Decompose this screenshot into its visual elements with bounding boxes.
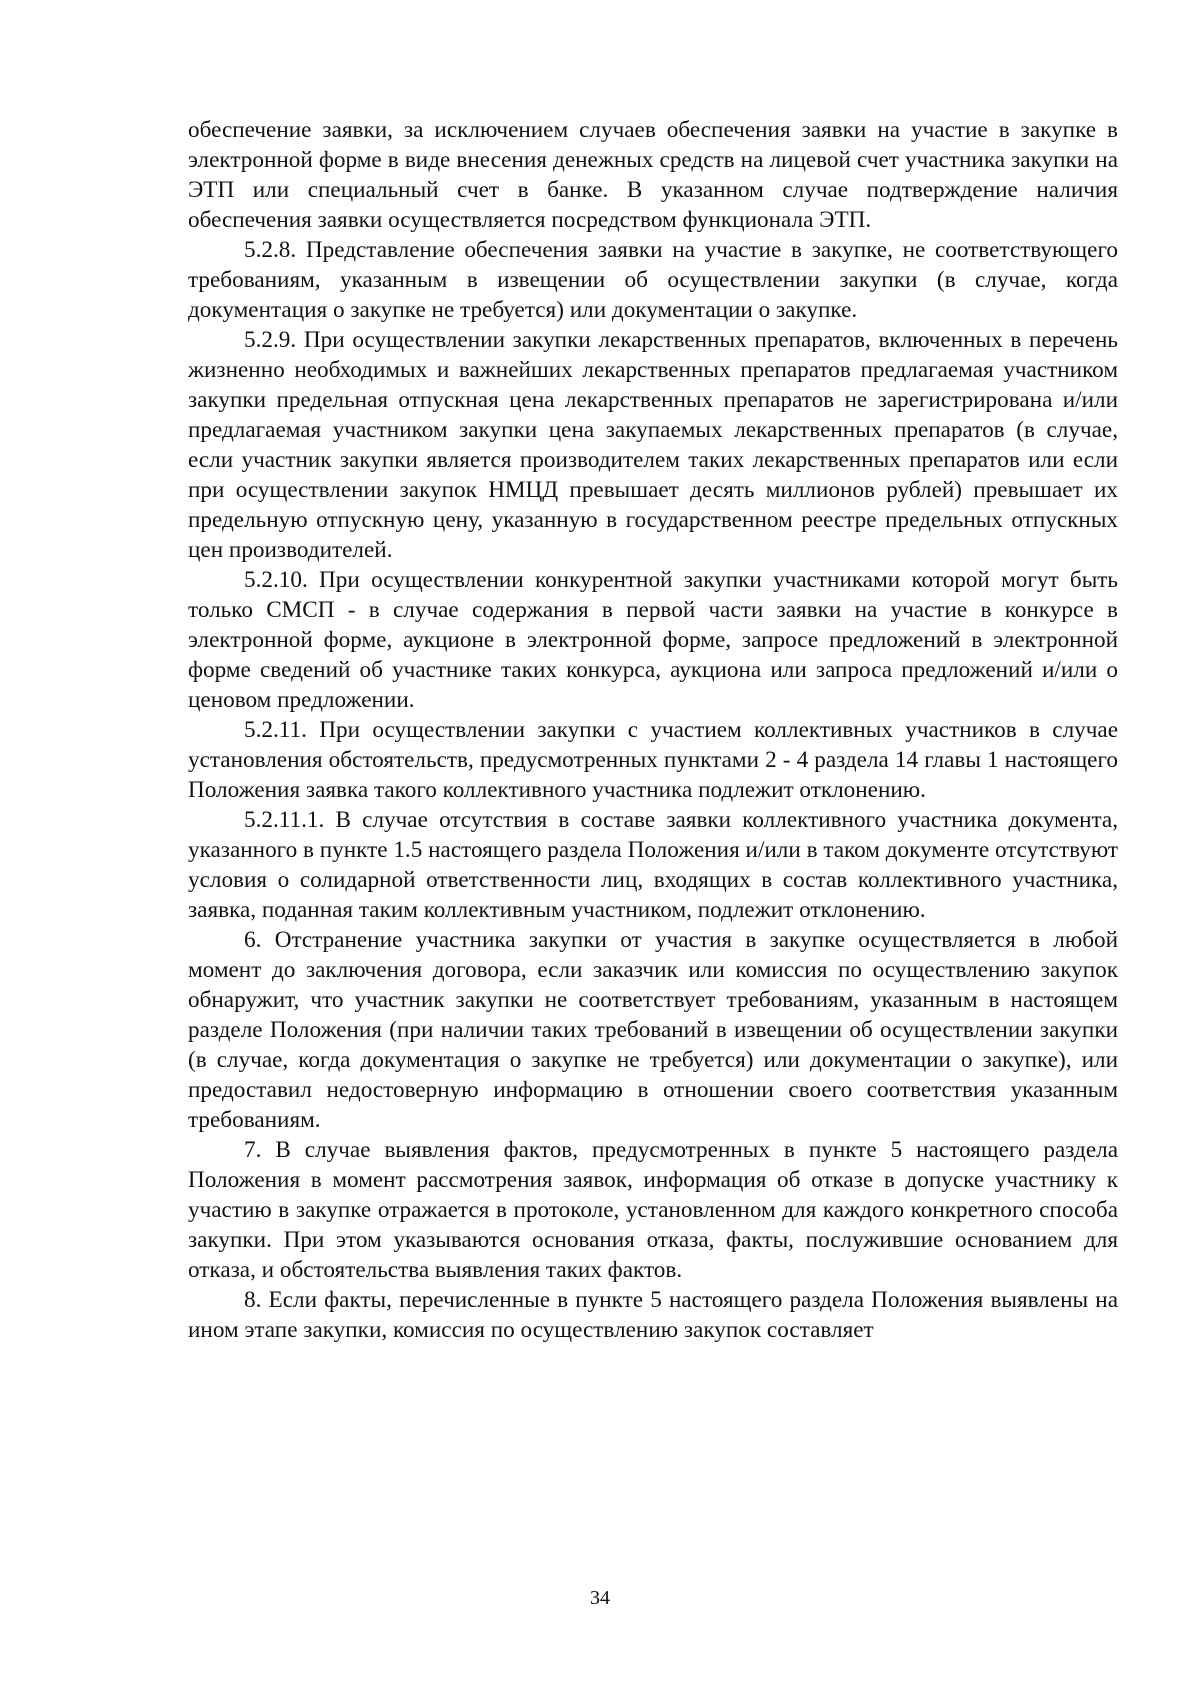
paragraph-7: 7. В случае выявления фактов, предусмотренных в пункте 5 настоящего раздела Положения в момент рассмотрения заявок, информация об отказе в допуске участнику к участию в закупке отражается в протоколе, установленном для каждого конкретного способа закупки. При этом указываются основания отказа, факты, послужившие основанием для отказа, и обстоятельства выявления таких фактов. <box>188 1137 1118 1283</box>
paragraph-5-2-11-1: 5.2.11.1. В случае отсутствия в составе заявки коллективного участника документа, указанного в пункте 1.5 настоящего раздела Положения и/или в таком документе отсутствуют условия о солидарной ответственности лиц, входящих в состав коллективного участника, заявка, поданная таким коллективным участником, подлежит отклонению. <box>188 807 1118 923</box>
paragraph-6: 6. Отстранение участника закупки от участия в закупке осуществляется в любой момент до заключения договора, если заказчик или комиссия по осуществлению закупок обнаружит, что участник закупки не соответствует требованиям, указанным в настоящем разделе Положения (при наличии таких требований в извещении об осуществлении закупки (в случае, когда документация о закупке не требуется) или документации о закупке), или предоставил недостоверную информацию в отношении своего соответствия указанным требованиям. <box>188 927 1118 1133</box>
paragraph-5-2-8: 5.2.8. Представление обеспечения заявки на участие в закупке, не соответствующего требованиям, указанным в извещении об осуществлении закупки (в случае, когда документация о закупке не требуется) или документации о закупке. <box>188 237 1118 323</box>
page-number: 34 <box>590 1587 610 1609</box>
paragraph-5-2-11: 5.2.11. При осуществлении закупки с участием коллективных участников в случае установления обстоятельств, предусмотренных пунктами 2 - 4 раздела 14 главы 1 настоящего Положения заявка такого коллективного участника подлежит отклонению. <box>188 717 1118 803</box>
paragraph-8: 8. Если факты, перечисленные в пункте 5 настоящего раздела Положения выявлены на ином этапе закупки, комиссия по осуществлению закупок составляет <box>188 1287 1118 1343</box>
paragraph-continuation: обеспечение заявки, за исключением случаев обеспечения заявки на участие в закупке в электронной форме в виде внесения денежных средств на лицевой счет участника закупки на ЭТП или специальный счет в банке. В указанном случае подтверждение наличия обеспечения заявки осуществляется посредством функционала ЭТП. <box>188 117 1118 233</box>
document-body <box>188 115 1118 1345</box>
paragraph-5-2-10: 5.2.10. При осуществлении конкурентной закупки участниками которой могут быть только СМСП - в случае содержания в первой части заявки на участие в конкурсе в электронной форме, аукционе в электронной форме, запросе предложений в электронной форме сведений об участнике таких конкурса, аукциона или запроса предложений и/или о ценовом предложении. <box>188 567 1118 713</box>
paragraph-5-2-9: 5.2.9. При осуществлении закупки лекарственных препаратов, включенных в перечень жизненно необходимых и важнейших лекарственных препаратов предлагаемая участником закупки предельная отпускная цена лекарственных препаратов не зарегистрирована и/или предлагаемая участником закупки цена закупаемых лекарственных препаратов (в случае, если участник закупки является производителем таких лекарственных препаратов или если при осуществлении закупок НМЦД превышает десять миллионов рублей) превышает их предельную отпускную цену, указанную в государственном реестре предельных отпускных цен производителей. <box>188 327 1118 563</box>
